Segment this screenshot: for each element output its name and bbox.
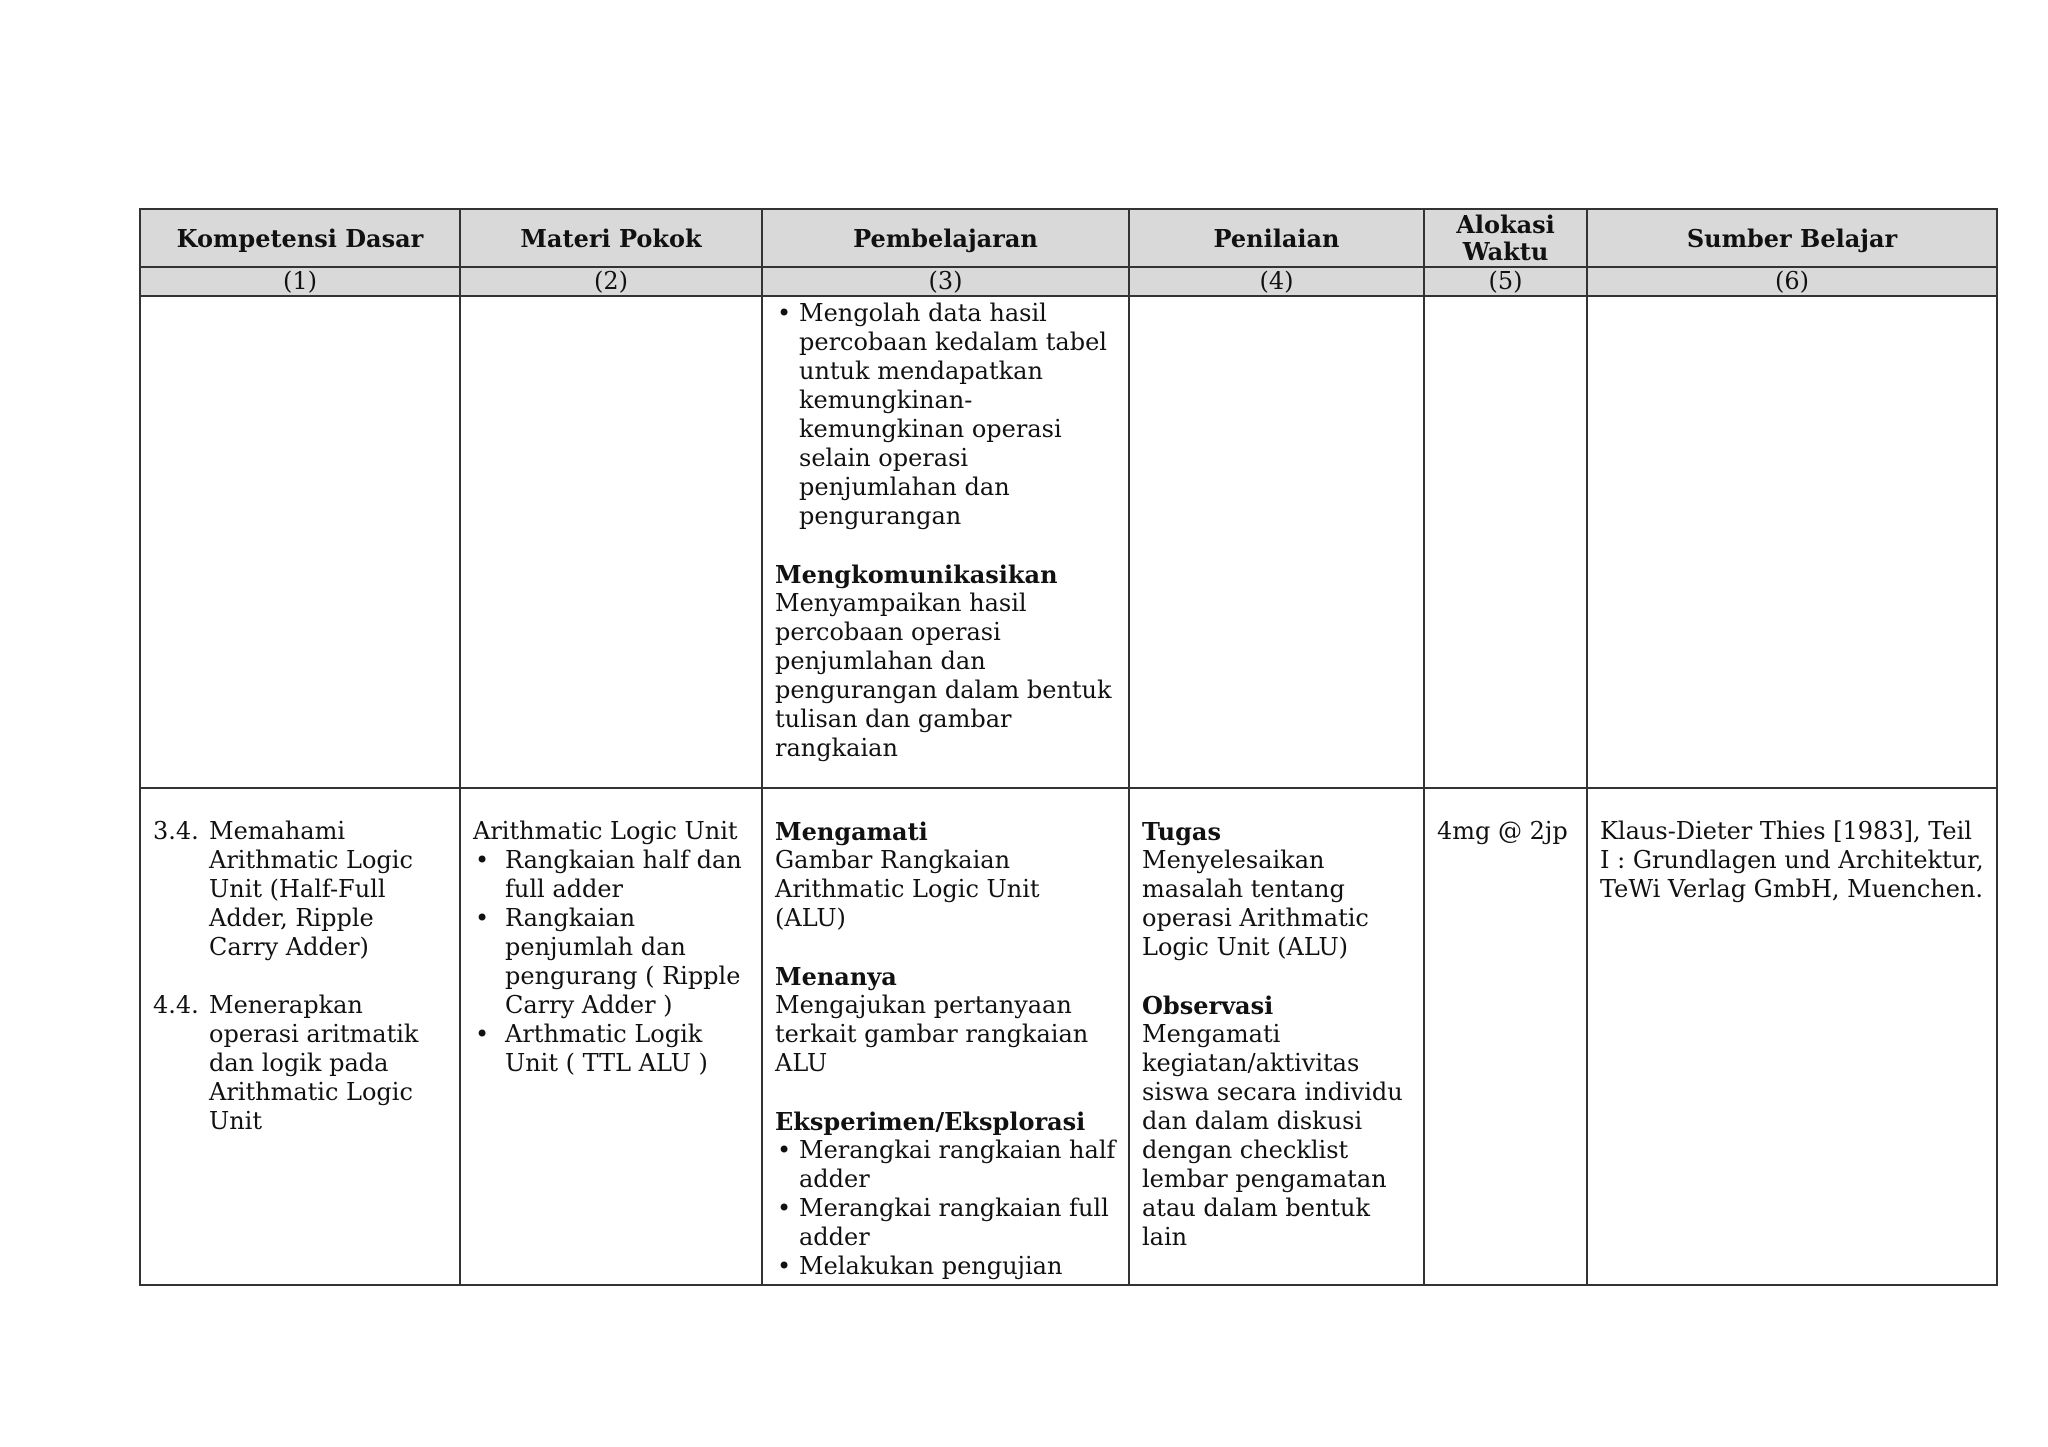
alokasi-cell [1424,788,1587,1285]
sumber-value: Klaus-Dieter Thies [1983], Teil I : Grundlagen und Architektur, TeWi Verlag GmbH, Muenchen. [1600,817,1984,903]
column-number: (1) [140,267,460,296]
header-pembelajaran: Pembelajaran [762,209,1129,267]
table-row [140,788,1997,1285]
materi-title: Arithmatic Logic Unit [473,817,738,845]
header-penilaian: Penilaian [1129,209,1424,267]
header-alokasi-waktu: Alokasi Waktu [1424,209,1587,267]
header-materi-pokok: Materi Pokok [460,209,762,267]
syllabus-page [139,208,1996,1286]
alokasi-cell [1424,296,1587,788]
column-number: (2) [460,267,762,296]
column-number: (3) [762,267,1129,296]
sumber-cell [1587,788,1997,1285]
header-kompetensi-dasar: Kompetensi Dasar [140,209,460,267]
list-item: • Rangkaian penjumlah dan pengurang ( Ripple Carry Adder ) [473,904,749,1020]
alokasi-value: 4mg @ 2jp [1437,817,1568,845]
penilaian-cell [1129,296,1424,788]
item-number: 3.4. [153,817,199,845]
list-item: • Melakukan pengujian [775,1252,1116,1281]
column-number: (4) [1129,267,1424,296]
list-item: • Merangkai rangkaian half adder [775,1136,1116,1194]
syllabus-table [139,208,1998,1286]
list-item: • Arthmatic Logik Unit ( TTL ALU ) [473,1020,749,1078]
pembelajaran-cell [762,296,1129,788]
list-item: • Merangkai rangkaian full adder [775,1194,1116,1252]
materi-cell [460,788,762,1285]
section-heading: Eksperimen/Eksplorasi [775,1107,1086,1136]
kompetensi-cell [140,788,460,1285]
list-item [153,991,447,1136]
list-item: • Mengolah data hasil percobaan kedalam tabel untuk mendapatkan kemungkinan-kemungkinan operasi selain operasi penjumlahan dan pengurangan [775,299,1116,531]
sumber-cell [1587,296,1997,788]
pembelajaran-cell [762,788,1129,1285]
column-number: (5) [1424,267,1587,296]
item-number: 4.4. [153,991,199,1019]
materi-cell [460,296,762,788]
list-item: • Rangkaian half dan full adder [473,846,749,904]
section-heading: Observasi [1142,991,1274,1020]
section-heading: Tugas [1142,817,1221,846]
activity-list [775,1136,1116,1281]
section-text: Gambar Rangkaian Arithmatic Logic Unit (ALU) [775,846,1040,932]
header-sumber-belajar: Sumber Belajar [1587,209,1997,267]
section-heading: Mengamati [775,817,928,846]
table-row [140,296,1997,788]
section-text: Mengajukan pertanyaan terkait gambar rangkaian ALU [775,991,1089,1077]
materi-list [473,846,749,1078]
section-heading: Menanya [775,962,897,991]
item-text: Menerapkan operasi aritmatik dan logik pada Arithmatic Logic Unit [209,991,419,1135]
item-text: Memahami Arithmatic Logic Unit (Half-Full Adder, Ripple Carry Adder) [209,817,413,961]
penilaian-cell [1129,788,1424,1285]
list-item [153,817,447,962]
header-row [140,209,1997,267]
kompetensi-list [153,817,447,1136]
section-text: Mengamati kegiatan/aktivitas siswa secara individu dan dalam diskusi dengan checklist lembar pengamatan atau dalam bentuk lain [1142,1020,1403,1251]
section-text: Menyampaikan hasil percobaan operasi penjumlahan dan pengurangan dalam bentuk tulisan dan gambar rangkaian [775,589,1112,762]
kompetensi-cell [140,296,460,788]
section-text: Menyelesaikan masalah tentang operasi Arithmatic Logic Unit (ALU) [1142,846,1369,961]
section-heading: Mengkomunikasikan [775,560,1058,589]
column-number-row [140,267,1997,296]
column-number: (6) [1587,267,1997,296]
activity-list [775,299,1116,531]
